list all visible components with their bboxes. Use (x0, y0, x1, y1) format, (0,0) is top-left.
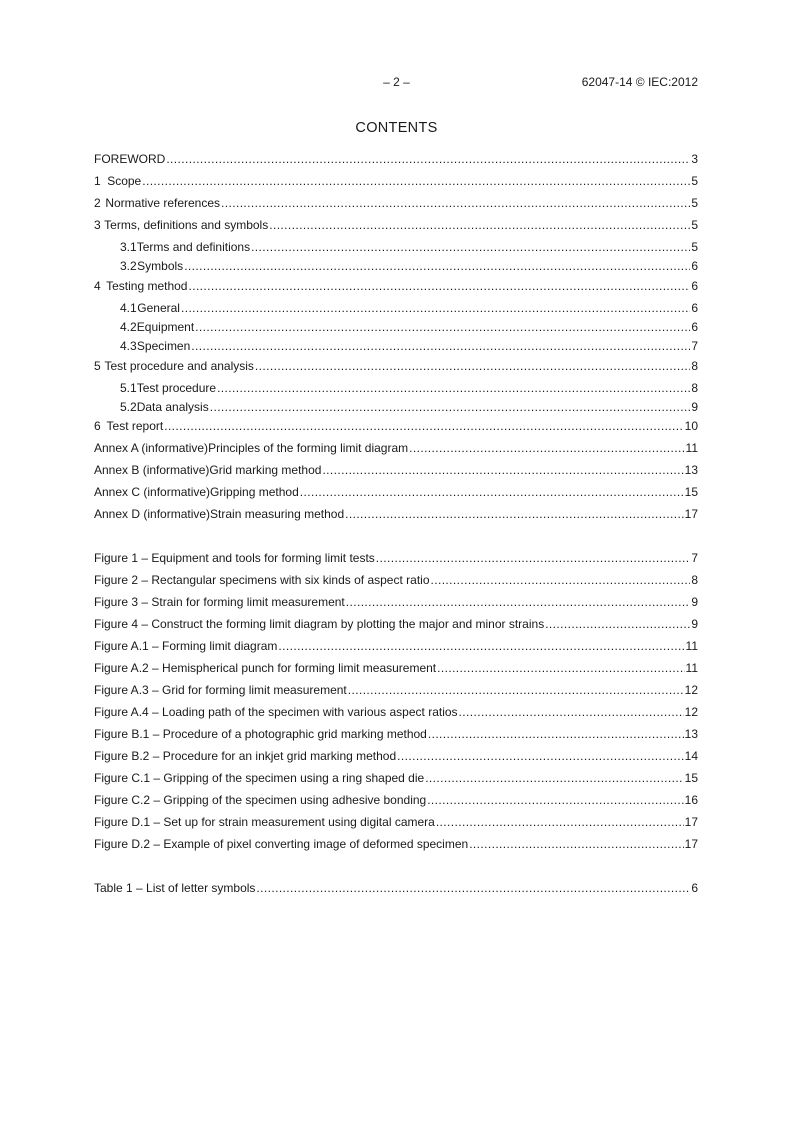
toc-entry-label: Symbols (137, 259, 184, 273)
toc-entry-number: 2 (94, 196, 101, 210)
toc-entry-label: Terms and definitions (136, 240, 251, 254)
toc-entry-figure[interactable] (94, 638, 698, 654)
toc-entry-label: General (137, 301, 180, 315)
toc-entry-page: 17 (684, 815, 698, 829)
page-title: CONTENTS (355, 120, 438, 136)
dot-leader (459, 704, 684, 720)
toc-entry-number: 5.1 (120, 381, 137, 395)
toc-entry-figure[interactable] (94, 726, 698, 742)
toc-entry-general[interactable] (120, 300, 698, 316)
toc-entry-number: 4.2 (120, 320, 137, 334)
toc-entry-figure[interactable] (94, 770, 698, 786)
dot-leader (348, 682, 684, 698)
dot-leader (436, 814, 684, 830)
toc-entry-table[interactable] (94, 880, 698, 896)
dot-leader (322, 462, 683, 478)
toc-entry-annex-c[interactable] (94, 484, 698, 500)
toc-entry-figure[interactable] (94, 682, 698, 698)
toc-entry-annex-d[interactable] (94, 506, 698, 522)
toc-entry-page: 5 (691, 196, 698, 210)
toc-entry-label: Normative references (105, 196, 221, 210)
toc-entry-number: 5.2 (120, 400, 137, 414)
toc-entry-number: 4.3 (120, 339, 137, 353)
document-reference: 62047-14 © IEC:2012 (581, 75, 698, 89)
toc-entry-label: Grid marking method (209, 463, 322, 477)
toc-entry-page: 6 (691, 301, 698, 315)
toc-entry-label: Scope (107, 174, 142, 188)
toc-entry-annex-b[interactable] (94, 462, 698, 478)
toc-entry-page: 11 (685, 661, 698, 675)
toc-entry-page: 15 (684, 771, 698, 785)
toc-entry-page: 13 (684, 727, 698, 741)
dot-leader (300, 484, 684, 500)
toc-entry-page: 8 (691, 381, 698, 395)
dot-leader (469, 836, 683, 852)
toc-entry-page: 12 (684, 683, 698, 697)
toc-entry-figure[interactable] (94, 748, 698, 764)
dot-leader (431, 572, 691, 588)
toc-entry-test-procedure-analysis[interactable] (94, 358, 698, 374)
toc-entry-page: 7 (691, 551, 698, 565)
dot-leader (181, 300, 690, 316)
toc-entry-page: 9 (691, 617, 698, 631)
toc-entry-page: 16 (684, 793, 698, 807)
toc-entry-page: 9 (691, 595, 698, 609)
toc-entry-number: 1 (94, 174, 101, 188)
dot-leader (164, 418, 683, 434)
toc-entry-label: Test procedure and analysis (104, 359, 254, 373)
toc-entry-test-procedure[interactable] (120, 380, 698, 396)
toc-entry-number: 4 (94, 279, 101, 293)
dot-leader (425, 770, 683, 786)
page-number: – 2 – (383, 75, 410, 89)
dot-leader (346, 594, 691, 610)
dot-leader (221, 195, 690, 211)
toc-entry-page: 17 (684, 507, 698, 521)
toc-entry-number: Annex B (informative) (94, 463, 210, 477)
dot-leader (545, 616, 690, 632)
toc-entry-label: Terms, definitions and symbols (104, 218, 269, 232)
toc-entry-figure[interactable] (94, 836, 698, 852)
toc-entry-page: 8 (691, 573, 698, 587)
toc-entry-page: 6 (691, 259, 698, 273)
dot-leader (409, 440, 684, 456)
toc-entry-label: Figure 3 – Strain for forming limit measurement (94, 595, 345, 609)
toc-entry-number: 3.1 (120, 240, 137, 254)
toc-entry-page: 6 (691, 279, 698, 293)
toc-entry-figure[interactable] (94, 792, 698, 808)
toc-entry-data-analysis[interactable] (120, 399, 698, 415)
dot-leader (269, 217, 690, 233)
toc-entry-testing-method[interactable] (94, 278, 698, 294)
toc-entry-label: Figure C.1 – Gripping of the specimen using a ring shaped die (94, 771, 425, 785)
toc-entry-label: Test report (106, 419, 164, 433)
dot-leader (255, 358, 690, 374)
toc-entry-number: 4.1 (120, 301, 137, 315)
toc-entry-page: 11 (685, 441, 698, 455)
toc-entry-label: Figure 2 – Rectangular specimens with six kinds of aspect ratio (94, 573, 430, 587)
toc-entry-label: Specimen (136, 339, 191, 353)
dot-leader (427, 792, 683, 808)
toc-entry-number: 3.2 (120, 259, 137, 273)
toc-entry-specimen[interactable] (120, 338, 698, 354)
toc-entry-foreword[interactable] (94, 151, 698, 167)
toc-entry-figure[interactable] (94, 704, 698, 720)
toc-entry-number: Annex D (informative) (94, 507, 211, 521)
dot-leader (166, 151, 690, 167)
toc-entry-test-report[interactable] (94, 418, 698, 434)
toc-entry-figure[interactable] (94, 616, 698, 632)
dot-leader (217, 380, 690, 396)
toc-entry-label: Figure D.2 – Example of pixel converting image of deformed specimen (94, 837, 469, 851)
dot-leader (397, 748, 683, 764)
toc-entry-number: Annex A (informative) (94, 441, 209, 455)
dot-leader (210, 399, 691, 415)
toc-entry-number: 5 (94, 359, 101, 373)
toc-entry-annex-a[interactable] (94, 440, 698, 456)
toc-entry-label: Figure A.4 – Loading path of the specimen with various aspect ratios (94, 705, 458, 719)
toc-entry-figure[interactable] (94, 572, 698, 588)
toc-entry-page: 13 (684, 463, 698, 477)
toc-entry-page: 6 (691, 881, 698, 895)
toc-entry-label: Principles of the forming limit diagram (208, 441, 409, 455)
dot-leader (345, 506, 684, 522)
toc-entry-label: FOREWORD (94, 152, 166, 166)
toc-entry-page: 5 (691, 174, 698, 188)
toc-entry-scope[interactable] (94, 173, 698, 189)
dot-leader (195, 319, 690, 335)
toc-entry-label: Figure D.1 – Set up for strain measurement using digital camera (94, 815, 435, 829)
toc-entry-label: Testing method (106, 279, 188, 293)
toc-entry-label: Figure A.2 – Hemispherical punch for forming limit measurement (94, 661, 437, 675)
toc-entry-label: Figure 1 – Equipment and tools for forming limit tests (94, 551, 375, 565)
toc-entry-figure[interactable] (94, 594, 698, 610)
toc-entry-page: 11 (685, 639, 698, 653)
dot-leader (428, 726, 684, 742)
dot-leader (278, 638, 684, 654)
toc-entry-label: Figure C.2 – Gripping of the specimen using adhesive bonding (94, 793, 427, 807)
dot-leader (376, 550, 691, 566)
dot-leader (188, 278, 690, 294)
toc-entry-label: Test procedure (136, 381, 217, 395)
toc-entry-label: Data analysis (136, 400, 209, 414)
toc-entry-page: 17 (684, 837, 698, 851)
toc-entry-page: 14 (684, 749, 698, 763)
toc-entry-label: Gripping method (210, 485, 299, 499)
toc-entry-page: 7 (691, 339, 698, 353)
toc-entry-label: Strain measuring method (210, 507, 345, 521)
toc-entry-page: 8 (691, 359, 698, 373)
toc-entry-page: 9 (691, 400, 698, 414)
toc-entry-number: 6 (94, 419, 101, 433)
toc-entry-figure[interactable] (94, 814, 698, 830)
toc-entry-symbols[interactable] (120, 258, 698, 274)
toc-entry-page: 10 (684, 419, 698, 433)
toc-entry-number: Annex C (informative) (94, 485, 211, 499)
toc-entry-label: Equipment (136, 320, 195, 334)
dot-leader (184, 258, 690, 274)
toc-entry-page: 12 (684, 705, 698, 719)
dot-leader (142, 173, 690, 189)
toc-entry-figure[interactable] (94, 660, 698, 676)
dot-leader (191, 338, 690, 354)
toc-entry-page: 6 (691, 320, 698, 334)
toc-entry-figure[interactable] (94, 550, 698, 566)
toc-entry-label: Figure 4 – Construct the forming limit diagram by plotting the major and minor strains (94, 617, 545, 631)
toc-entry-label: Figure B.2 – Procedure for an inkjet grid marking method (94, 749, 397, 763)
page-header (0, 75, 793, 93)
toc-entry-terms-and-definitions[interactable] (120, 239, 698, 255)
toc-entry-page: 5 (691, 240, 698, 254)
toc-entry-terms-definitions-symbols[interactable] (94, 217, 698, 233)
toc-entry-page: 5 (691, 218, 698, 232)
toc-entry-page: 3 (691, 152, 698, 166)
toc-entry-label: Figure A.3 – Grid for forming limit measurement (94, 683, 347, 697)
toc-entry-label: Figure A.1 – Forming limit diagram (94, 639, 278, 653)
toc-entry-equipment[interactable] (120, 319, 698, 335)
toc-entry-page: 15 (684, 485, 698, 499)
toc-entry-label: Table 1 – List of letter symbols (94, 881, 256, 895)
dot-leader (256, 880, 690, 896)
dot-leader (437, 660, 684, 676)
toc-entry-number: 3 (94, 218, 101, 232)
toc-entry-label: Figure B.1 – Procedure of a photographic grid marking method (94, 727, 427, 741)
dot-leader (251, 239, 690, 255)
toc-entry-normative-references[interactable] (94, 195, 698, 211)
